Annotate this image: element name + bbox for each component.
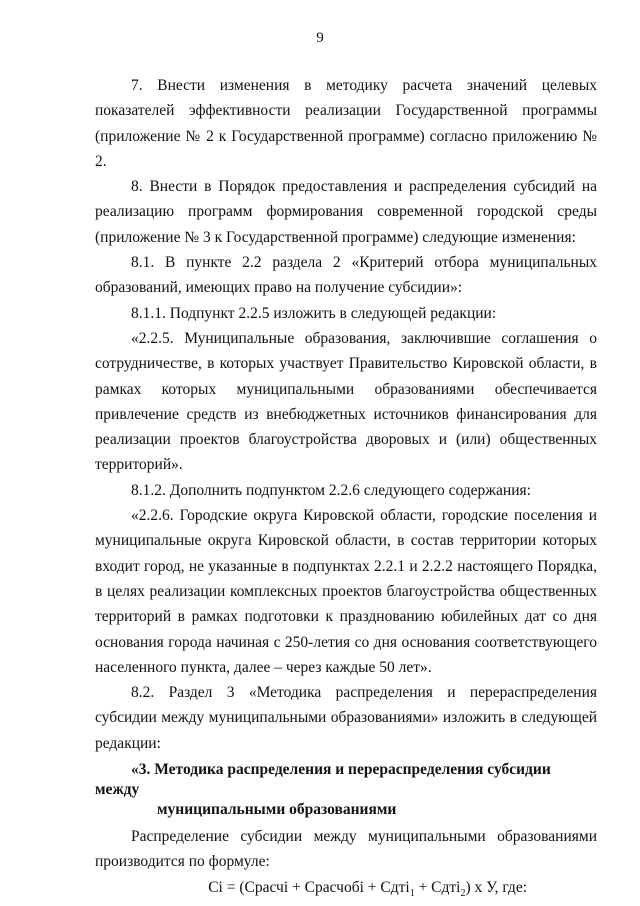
paragraph-item-8-1: 8.1. В пункте 2.2 раздела 2 «Критерий отбора муниципальных образований, имеющих право на получение субсидии»:: [95, 254, 597, 297]
paragraph-item-8: 8. Внести в Порядок предоставления и распределения субсидий на реализацию программ формирования современной городской среды (приложение № 3 к Государственной программе) следующие изменения:: [95, 178, 597, 246]
section-heading-line2: муниципальными образованиями: [157, 801, 397, 819]
paragraph-subitem-2-2-5: «2.2.5. Муниципальные образования, заключившие соглашения о сотрудничестве, в которых участвует Правительство Кировской области, в рамках которых муниципальными образованиями обеспечивается привлечение средств из внебюджетных источников финансирования для реализации проектов благоустройства дворовых и (или) общественных территорий».: [95, 329, 597, 474]
section-heading: [95, 756, 597, 824]
paragraph-item-8-1-1: 8.1.1. Подпункт 2.2.5 изложить в следующей редакции:: [131, 304, 497, 322]
page-number: 9: [316, 30, 324, 46]
paragraph-item-7: 7. Внести изменения в методику расчета значений целевых показателей эффективности реализации Государственной программы (приложение № 2 к Государственной программе) согласно приложению № 2.: [95, 77, 597, 170]
formula: [95, 875, 597, 906]
formula-sub2: 2: [460, 887, 466, 899]
paragraph-item-8-1-2: 8.1.2. Дополнить подпунктом 2.2.6 следующего содержания:: [131, 481, 531, 499]
document-body: [95, 73, 597, 906]
distribution-paragraph: Распределение субсидии между муниципальными образованиями производится по формуле:: [95, 828, 597, 871]
paragraph-item-8-2: 8.2. Раздел 3 «Методика распределения и перераспределения субсидии между муниципальными образованиями» изложить в следующей редакции:: [95, 684, 597, 752]
formula-prefix: Сi = (Срасчi + Срасчобi + Сдтi: [208, 878, 410, 896]
formula-suffix: ) х У, где:: [465, 878, 527, 896]
section-heading-line1: «3. Методика распределения и перераспределения субсидии между: [95, 761, 551, 799]
formula-middle: + Сдтi: [414, 878, 461, 896]
formula-sub1: 1: [409, 887, 415, 899]
paragraph-subitem-2-2-6: «2.2.6. Городские округа Кировской области, городские поселения и муниципальные округа Кировской области, в состав территории которых входит город, не указанные в подпунктах 2.2.1 и 2.2.2 настоящего Порядка, в целях реализации комплексных проектов благоустройства общественных территорий в рамках подготовки к празднованию юбилейных дат со дня основания города начиная с 250-летия со дня основания соответствующего населенного пункта, далее – через каждые 50 лет».: [95, 507, 597, 676]
